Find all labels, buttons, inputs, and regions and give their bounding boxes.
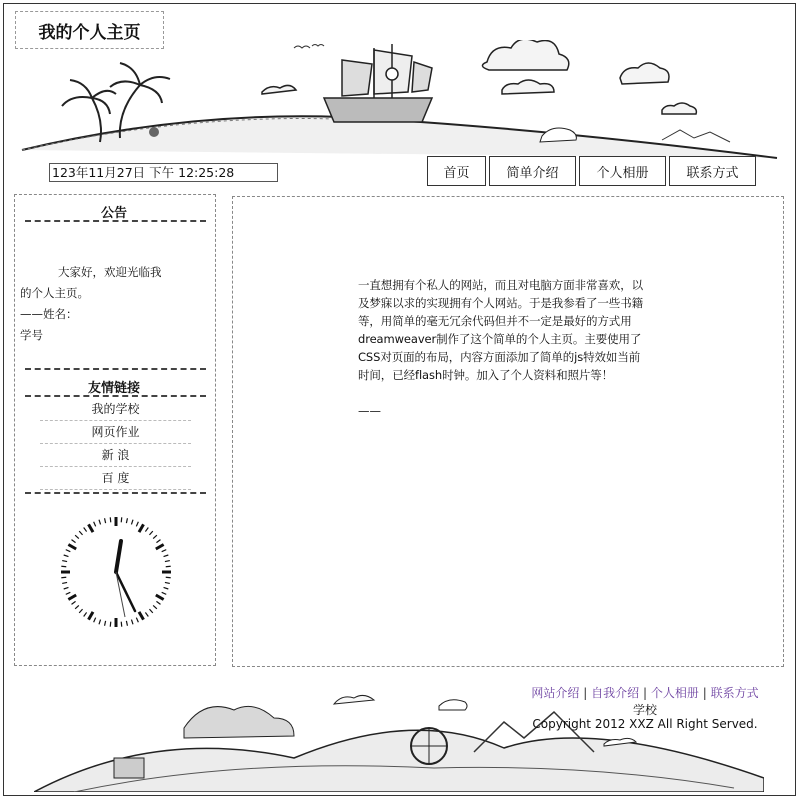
clock-tick: [139, 612, 144, 620]
clock-tick: [64, 555, 69, 557]
clock-tick: [105, 518, 106, 523]
clock-tick: [64, 587, 69, 589]
clock-tick: [62, 561, 67, 562]
links-top-divider: [25, 368, 206, 370]
notice-heading: 公告: [100, 206, 127, 221]
ship-illustration: [324, 44, 432, 122]
footer-separator: |: [702, 686, 707, 700]
intro-line: 一直想拥有个私人的网站，而且对电脑方面非常喜欢，以: [358, 278, 643, 292]
clock-tick: [136, 522, 138, 527]
clock-tick: [162, 592, 167, 594]
clock-tick: [75, 535, 79, 538]
clock-tick: [156, 595, 164, 600]
friend-link-homework[interactable]: 网页作业: [40, 421, 191, 444]
main-nav: [427, 156, 756, 186]
footer-copyright: Copyright 2012 XXZ All Right Served.: [532, 717, 758, 731]
clock-tick: [99, 520, 101, 525]
footer-school: 学校: [632, 703, 657, 717]
clock-tick: [166, 566, 171, 567]
clock-tick: [164, 555, 169, 557]
clock-tick: [84, 528, 87, 532]
clock-hour-hand: [116, 541, 121, 572]
notice-line: ——姓名：: [20, 307, 78, 321]
footer-separator: |: [583, 686, 588, 700]
clock-tick: [165, 561, 170, 562]
clock-tick: [121, 622, 122, 627]
clock-tick: [68, 545, 76, 550]
notice-line: 的个人主页。: [20, 286, 89, 300]
clock-tick: [121, 517, 122, 522]
clock-tick: [145, 528, 148, 532]
clock-tick: [164, 587, 169, 589]
nav-intro-button[interactable]: 简单介绍: [489, 156, 576, 186]
intro-line: 时间，已经flash时钟。加入了个人资料和照片等！: [358, 368, 614, 382]
clock-tick: [126, 621, 127, 626]
notice-text: [20, 262, 184, 346]
footer-links: [520, 684, 770, 701]
clock-tick: [94, 522, 96, 527]
clock-tick: [72, 540, 76, 543]
nav-contact-button[interactable]: 联系方式: [669, 156, 756, 186]
clock-tick: [149, 531, 152, 535]
intro-line: 及梦寐以求的实现拥有个人网站。于是我参看了一些书籍: [358, 296, 643, 310]
friend-link-school[interactable]: 我的学校: [40, 398, 191, 421]
intro-signature: ——: [358, 404, 381, 418]
clock-tick: [72, 601, 76, 604]
clock-tick: [145, 612, 148, 616]
intro-line: CSS对页面的布局，内容方面添加了简单的js特效如当前: [358, 350, 641, 364]
analog-clock: [57, 513, 175, 631]
clock-tick: [153, 535, 157, 538]
notice-line: 学号: [20, 328, 43, 342]
footer-link-album[interactable]: 个人相册: [650, 686, 699, 700]
intro-line: 等，用简单的毫无冗余代码但并不一定是最好的方式用: [358, 314, 632, 328]
clock-tick: [166, 577, 171, 578]
clock-tick: [136, 618, 138, 623]
intro-line: dreamweaver制作了这个简单的个人主页。主要使用了: [358, 332, 642, 346]
clock-tick: [126, 518, 127, 523]
nav-home-button[interactable]: 首页: [427, 156, 486, 186]
nav-album-button[interactable]: 个人相册: [579, 156, 666, 186]
friend-link-baidu[interactable]: 百 度: [40, 467, 191, 490]
clock-tick: [62, 582, 67, 583]
clock-tick: [165, 582, 170, 583]
clock-tick: [139, 524, 144, 532]
friend-links-list: [40, 398, 191, 490]
site-title: 我的个人主页: [15, 11, 164, 49]
main-content-panel: [232, 196, 784, 667]
clock-tick: [68, 595, 76, 600]
intro-text: [358, 276, 660, 384]
clock-tick: [110, 622, 111, 627]
clock-tick: [61, 577, 66, 578]
clock-tick: [156, 601, 160, 604]
clock-tick: [89, 612, 94, 620]
links-heading: 友情链接: [87, 381, 140, 396]
clock-tick: [66, 550, 71, 552]
clock-tick: [131, 620, 133, 625]
clock-tick: [61, 566, 66, 567]
links-bottom-divider: [25, 492, 206, 494]
clock-tick: [99, 620, 101, 625]
notice-divider: [25, 220, 206, 222]
clock-tick: [149, 609, 152, 613]
clock-tick: [66, 592, 71, 594]
notice-line: 大家好，欢迎光临我: [58, 265, 162, 279]
clock-minute-hand: [116, 572, 135, 611]
friend-link-sina[interactable]: 新 浪: [40, 444, 191, 467]
clock-tick: [156, 540, 160, 543]
clock-tick: [79, 609, 82, 613]
links-heading-divider: [25, 395, 206, 397]
clock-tick: [84, 612, 87, 616]
clock-tick: [105, 621, 106, 626]
clock-tick: [153, 605, 157, 608]
footer-link-self-intro[interactable]: 自我介绍: [591, 686, 640, 700]
footer-separator: |: [642, 686, 648, 700]
clock-tick: [110, 517, 111, 522]
clock-tick: [75, 605, 79, 608]
datetime-display: 123年11月27日 下午 12:25:28: [49, 163, 278, 182]
clock-tick: [131, 520, 133, 525]
clock-tick: [89, 524, 94, 532]
clock-tick: [79, 531, 82, 535]
footer-link-contact[interactable]: 联系方式: [710, 686, 759, 700]
whale-illustration: [540, 128, 576, 142]
header-banner-illustration: [12, 40, 782, 162]
clock-tick: [94, 618, 96, 623]
clock-tick: [156, 545, 164, 550]
clock-tick: [162, 550, 167, 552]
footer-link-site-intro[interactable]: 网站介绍: [531, 686, 580, 700]
